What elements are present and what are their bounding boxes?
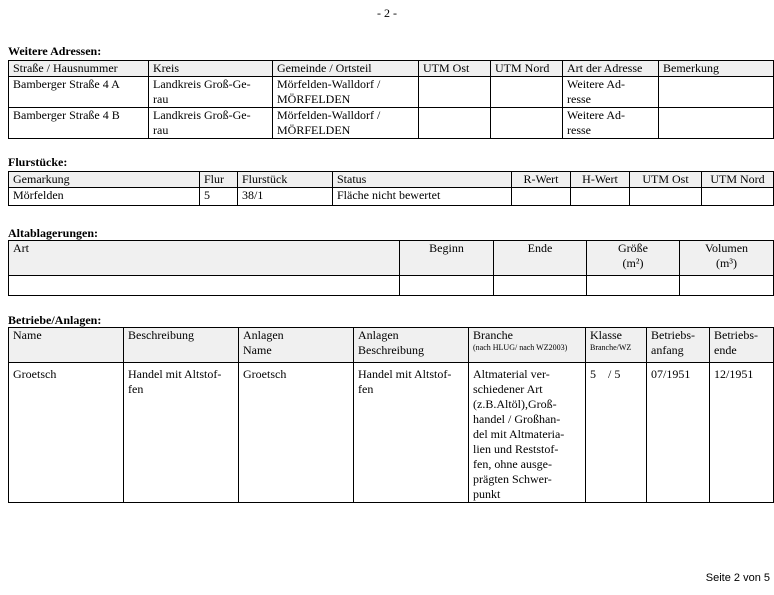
table-cell: Bamberger Straße 4 B	[9, 108, 149, 139]
page-number-header: - 2 -	[377, 6, 397, 20]
table-cell	[702, 188, 774, 206]
altablagerungen-header-row	[9, 241, 774, 276]
table-row	[9, 276, 774, 296]
table-cell: Weitere Ad- resse	[563, 108, 659, 139]
col-header: Anlagen Name	[239, 328, 354, 363]
table-cell: Mörfelden-Walldorf / MÖRFELDEN	[273, 108, 419, 139]
table-cell: Landkreis Groß-Ge- rau	[149, 77, 273, 108]
col-header: Volumen (m³)	[680, 241, 774, 276]
table-cell: Fläche nicht bewertet	[333, 188, 512, 206]
col-header: UTM Nord	[702, 172, 774, 188]
table-cell	[400, 276, 494, 296]
table-cell	[571, 188, 630, 206]
col-header: Beschreibung	[124, 328, 239, 363]
col-header: Branche (nach HLUG/ nach WZ2003)	[469, 328, 586, 363]
col-header: Status	[333, 172, 512, 188]
col-header: Betriebs- anfang	[647, 328, 710, 363]
betriebe-table	[8, 327, 774, 503]
flurstuecke-table	[8, 171, 774, 206]
table-cell: Bamberger Straße 4 A	[9, 77, 149, 108]
table-cell	[419, 108, 491, 139]
table-row	[9, 188, 774, 206]
col-header: H-Wert	[571, 172, 630, 188]
table-row	[9, 363, 774, 503]
table-cell: Altmaterial ver- schiedener Art (z.B.Altöl),Groß- handel / Großhan- del mit Altmateria- lien und Reststof- fen, ohne ausge- prägten Schwer- punkt	[469, 363, 586, 503]
table-cell: Weitere Ad- resse	[563, 77, 659, 108]
col-header: R-Wert	[512, 172, 571, 188]
table-row	[9, 108, 774, 139]
table-cell: Groetsch	[239, 363, 354, 503]
altablagerungen-table	[8, 240, 774, 296]
table-cell: 07/1951	[647, 363, 710, 503]
table-cell: 12/1951	[710, 363, 774, 503]
col-header: Kreis	[149, 61, 273, 77]
table-cell: Handel mit Altstof- fen	[124, 363, 239, 503]
section-heading-adressen: Weitere Adressen:	[8, 44, 102, 58]
table-cell	[659, 77, 774, 108]
flurstuecke-header-row	[9, 172, 774, 188]
col-header: Flurstück	[238, 172, 333, 188]
col-header: Gemeinde / Ortsteil	[273, 61, 419, 77]
table-cell	[494, 276, 587, 296]
col-header: Name	[9, 328, 124, 363]
table-cell	[419, 77, 491, 108]
table-cell	[512, 188, 571, 206]
adressen-header-row	[9, 61, 774, 77]
table-cell: 5 / 5	[586, 363, 647, 503]
col-header: UTM Ost	[630, 172, 702, 188]
table-cell	[630, 188, 702, 206]
table-cell: Mörfelden	[9, 188, 200, 206]
table-cell: Handel mit Altstof- fen	[354, 363, 469, 503]
section-heading-betriebe: Betriebe/Anlagen:	[8, 313, 102, 327]
col-header: Flur	[200, 172, 238, 188]
table-cell	[9, 276, 400, 296]
col-header: Beginn	[400, 241, 494, 276]
table-cell: Mörfelden-Walldorf / MÖRFELDEN	[273, 77, 419, 108]
table-cell: Landkreis Groß-Ge- rau	[149, 108, 273, 139]
col-header: Anlagen Beschreibung	[354, 328, 469, 363]
col-header: Bemerkung	[659, 61, 774, 77]
col-header: UTM Ost	[419, 61, 491, 77]
table-row	[9, 77, 774, 108]
col-header: Gemarkung	[9, 172, 200, 188]
adressen-table	[8, 60, 774, 139]
col-header: Art der Adresse	[563, 61, 659, 77]
col-header: Art	[9, 241, 400, 276]
col-header: Straße / Hausnummer	[9, 61, 149, 77]
table-cell	[587, 276, 680, 296]
betriebe-header-row	[9, 328, 774, 363]
table-cell	[491, 108, 563, 139]
section-heading-altablagerungen: Altablagerungen:	[8, 226, 98, 240]
table-cell: 5	[200, 188, 238, 206]
table-cell	[659, 108, 774, 139]
table-cell: Groetsch	[9, 363, 124, 503]
col-header: Größe (m²)	[587, 241, 680, 276]
col-header: Ende	[494, 241, 587, 276]
section-heading-flurstuecke: Flurstücke:	[8, 155, 68, 169]
col-header: Betriebs- ende	[710, 328, 774, 363]
table-cell	[491, 77, 563, 108]
page-footer: Seite 2 von 5	[705, 572, 770, 584]
table-cell: 38/1	[238, 188, 333, 206]
col-header: Klasse Branche/WZ	[586, 328, 647, 363]
table-cell	[680, 276, 774, 296]
col-header: UTM Nord	[491, 61, 563, 77]
